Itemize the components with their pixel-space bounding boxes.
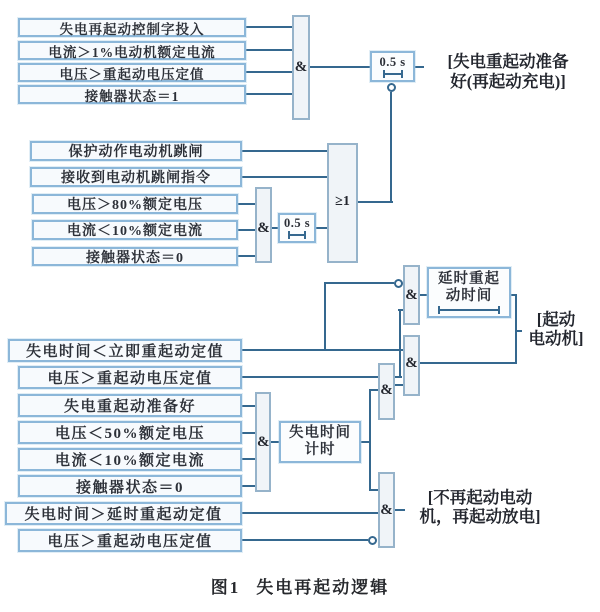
timer-value: 0.5 s: [379, 54, 406, 69]
and-gate-restart-condition: [378, 363, 395, 420]
timer-0p5s-ready: [370, 51, 415, 82]
input-label: 失电再起动控制字投入: [59, 21, 205, 37]
timer-label-line2: 动时间: [445, 288, 493, 304]
wire: [399, 309, 401, 378]
or-gate-trip: [327, 143, 358, 263]
wire: [238, 229, 255, 231]
wire: [370, 489, 378, 491]
input-box-losstime-lt-immediate: [8, 339, 242, 362]
wire: [390, 92, 392, 202]
and-gate-label: &: [294, 59, 308, 75]
wire: [242, 150, 327, 152]
wire: [242, 349, 403, 351]
input-label: 电压＞重起动电压定值: [47, 534, 213, 550]
timer-label-line2: 计时: [304, 442, 336, 458]
wire: [242, 539, 368, 541]
timer-bracket-icon: [288, 231, 306, 239]
figure-number: 图1: [210, 578, 241, 597]
wire: [242, 432, 255, 434]
input-box-current-lt-10pct-1: [32, 220, 238, 240]
wire: [242, 512, 378, 514]
inversion-bubble: [387, 83, 396, 92]
input-label: 失电时间＜立即重起动定值: [25, 344, 224, 360]
input-label: 失电重起动准备好: [63, 399, 196, 415]
timer-loss-time-counter: [279, 421, 361, 463]
wire: [395, 509, 405, 511]
input-box-restart-ready: [18, 394, 242, 417]
or-gate-label: ≥1: [335, 194, 350, 209]
wire: [324, 282, 326, 350]
input-box-protection-trip: [30, 141, 242, 161]
wire: [271, 441, 279, 443]
and-gate-label: &: [380, 502, 393, 518]
wire: [310, 66, 370, 68]
wire: [238, 255, 255, 257]
and-gate-label: &: [405, 355, 418, 371]
input-box-voltage-gt-restart-setting-1: [18, 63, 246, 82]
input-label: 电流＜10%额定电流: [67, 224, 203, 239]
timer-label-line1: 失电时间: [289, 425, 351, 441]
timer-label-line1: 延时重起: [438, 271, 500, 287]
wire: [325, 282, 394, 284]
input-box-voltage-gt-restart-setting-2: [18, 366, 242, 389]
timer-0p5s-trip: [278, 213, 316, 243]
input-box-contactor-state-1: [18, 85, 246, 104]
output-line: [不再起动电动: [427, 488, 533, 507]
input-box-current-gt-1pct: [18, 41, 246, 60]
figure-title: 失电再起动逻辑: [256, 578, 390, 597]
input-box-current-lt-10pct-2: [18, 448, 242, 471]
wire: [242, 405, 255, 407]
output-line: [起动: [536, 310, 576, 329]
output-line: [失电重起动准备: [447, 52, 569, 71]
wire: [420, 294, 427, 296]
and-gate-label: &: [257, 434, 270, 450]
wire: [242, 458, 255, 460]
input-label: 接触器状态＝0: [75, 479, 184, 496]
wire: [370, 389, 378, 391]
input-box-restart-control-word: [18, 18, 246, 37]
output-label-restart-ready: [422, 52, 594, 92]
and-gate-ready: [292, 15, 310, 120]
input-box-voltage-gt-restart-setting-3: [18, 529, 242, 552]
wire: [238, 203, 255, 205]
wire: [369, 389, 371, 491]
input-box-contactor-state-0-1: [32, 247, 238, 266]
input-label: 电压＞重起动电压定值: [47, 371, 213, 387]
wire: [316, 227, 327, 229]
wire: [515, 294, 517, 364]
input-label: 接触器状态＝0: [86, 250, 184, 266]
timer-value: 0.5 s: [283, 216, 311, 230]
input-label: 接收到电动机跳闸指令: [61, 171, 211, 186]
and-gate-trip-detect: [255, 187, 272, 263]
figure-caption: [0, 573, 600, 598]
input-box-voltage-gt-80pct: [32, 194, 238, 214]
wire: [420, 362, 517, 364]
output-line: 好(再起动充电)]: [450, 72, 566, 91]
input-label: 电流＜10%额定电流: [54, 453, 205, 469]
input-label: 电压＜50%额定电压: [54, 426, 205, 442]
input-box-losstime-gt-delay: [5, 502, 242, 525]
input-label: 电压＞重起动电压定值: [59, 66, 205, 82]
inversion-bubble: [368, 536, 377, 545]
input-box-contactor-state-0-2: [18, 475, 242, 497]
input-box-trip-command-received: [30, 167, 242, 187]
output-line: 电动机]: [528, 329, 584, 348]
wire: [246, 93, 292, 95]
input-label: 保护动作电动机跳闸: [68, 145, 204, 160]
wire: [242, 176, 327, 178]
and-gate-loss-detect: [255, 392, 271, 492]
wire: [246, 49, 292, 51]
input-box-voltage-lt-50pct: [18, 421, 242, 444]
input-label: 接触器状态＝1: [84, 88, 180, 104]
input-label: 失电时间＞延时重起动定值: [24, 507, 223, 523]
timer-bracket-icon: [383, 70, 403, 78]
and-gate-no-restart: [378, 472, 395, 548]
timer-bracket-icon: [438, 306, 500, 314]
output-line: 机，再起动放电]: [419, 507, 541, 526]
inversion-bubble: [394, 279, 403, 288]
timer-delay-restart-time: [427, 267, 511, 318]
and-gate-label: &: [257, 220, 270, 236]
input-label: 电流＞1%电动机额定电流: [48, 44, 216, 60]
output-label-no-restart: [406, 488, 554, 526]
output-label-start-motor: [518, 310, 594, 348]
and-gate-delayed-restart: [403, 265, 420, 325]
wire: [242, 485, 255, 487]
wire: [358, 201, 393, 203]
wire: [246, 71, 292, 73]
wire: [246, 26, 292, 28]
input-label: 电压＞80%额定电压: [67, 198, 203, 213]
and-gate-label: &: [405, 287, 418, 303]
wire: [395, 384, 403, 386]
and-gate-label: &: [380, 382, 393, 398]
and-gate-immediate-restart: [403, 335, 420, 396]
